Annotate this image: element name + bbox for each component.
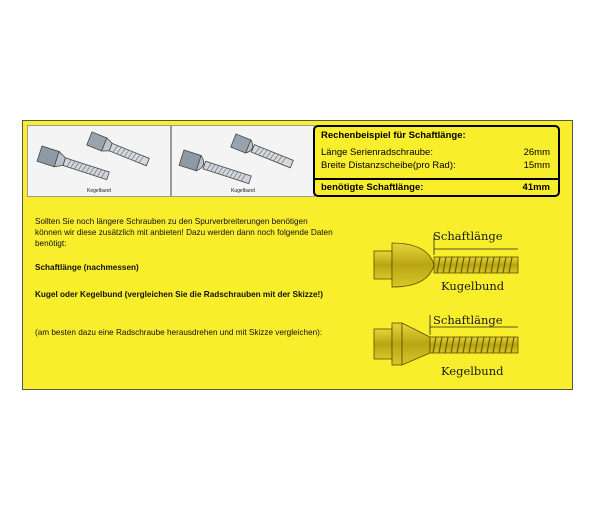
info-panel: [22, 120, 573, 390]
calc-row: [321, 147, 550, 159]
item-seat-type: Kugel oder Kegelbund (vergleichen Sie die Radschrauben mit der Skizze!): [35, 290, 323, 299]
bolt-photo-icon: [172, 126, 315, 197]
bolt-photo-kugelbund: [171, 125, 315, 197]
shaft-label-top: Schaftlänge: [433, 229, 503, 243]
calc-result-label: benötigte Schaftlänge:: [321, 182, 424, 193]
calc-row-value: 26mm: [523, 147, 550, 158]
bolt-photo-icon: [28, 126, 171, 197]
photo-caption: Kugelbund: [231, 188, 255, 194]
note-text: (am besten dazu eine Radschraube herausdrehen und mit Skizze vergleichen):: [35, 328, 323, 337]
calc-row-label: Länge Serienradschraube:: [321, 147, 433, 158]
calculation-box: [313, 125, 560, 197]
photo-caption: Kegelbund: [87, 188, 111, 194]
item-shaft-length: Schaftlänge (nachmessen): [35, 263, 139, 272]
intro-text: Sollten Sie noch längere Schrauben zu den Spurverbreiterungen benötigen können wir diese zusätzlich mit anbieten! Dazu werden dann noch folgende Daten benötigt:: [35, 217, 333, 248]
divider: [315, 178, 558, 180]
bolt-photo-kegelbund: [27, 125, 171, 197]
shaft-label-bottom: Schaftlänge: [433, 313, 503, 327]
calc-row-label: Breite Distanzscheibe(pro Rad):: [321, 160, 456, 171]
calculation-title: Rechenbeispiel für Schaftlänge:: [321, 130, 466, 141]
type-label-kugelbund: Kugelbund: [441, 279, 505, 293]
calc-result-value: 41mm: [522, 182, 550, 193]
calc-row-value: 15mm: [523, 160, 550, 171]
calc-row: [321, 160, 550, 172]
type-label-kegelbund: Kegelbund: [441, 364, 504, 378]
calc-result: [321, 182, 550, 194]
